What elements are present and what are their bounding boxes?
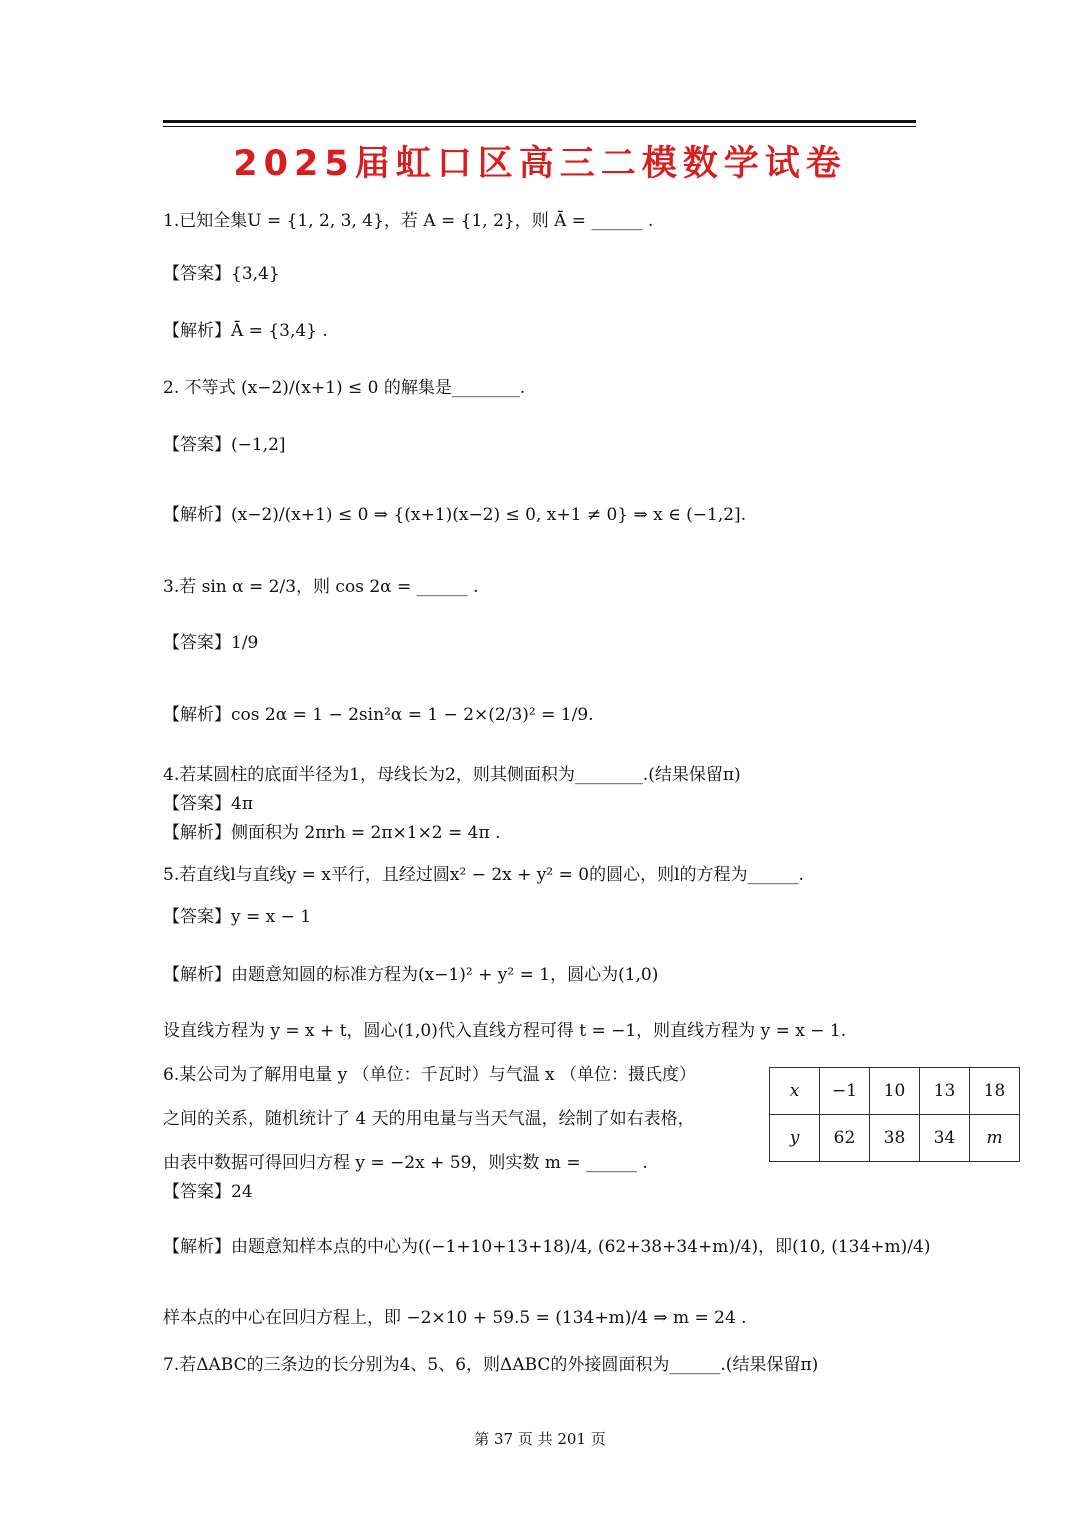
data-table bbox=[769, 1067, 1020, 1162]
answer-4 bbox=[163, 789, 253, 814]
analysis-label: 【解析】 bbox=[163, 505, 231, 525]
question-2 bbox=[163, 373, 525, 398]
answer-3-value: 1/9 bbox=[231, 633, 259, 653]
answer-1 bbox=[163, 259, 280, 284]
table-cell: y bbox=[770, 1115, 820, 1162]
analysis-3-text: cos 2α = 1 − 2sin²α = 1 − 2×(2/3)² = 1/9. bbox=[231, 705, 594, 725]
answer-label: 【答案】 bbox=[163, 794, 231, 814]
analysis-5 bbox=[163, 960, 658, 985]
question-1-text: 1.已知全集U = {1, 2, 3, 4}，若 A = {1, 2}，则 Ā = ______ . bbox=[163, 211, 654, 231]
table-cell: 10 bbox=[870, 1068, 920, 1115]
question-5 bbox=[163, 860, 804, 885]
analysis-1-text: Ā = {3,4} . bbox=[231, 321, 328, 341]
answer-6 bbox=[163, 1177, 253, 1202]
analysis-4-text: 侧面积为 2πrh = 2π×1×2 = 4π . bbox=[231, 823, 501, 843]
analysis-label: 【解析】 bbox=[163, 823, 231, 843]
answer-label: 【答案】 bbox=[163, 264, 231, 284]
question-3-text: 3.若 sin α = 2/3，则 cos 2α = ______ . bbox=[163, 577, 479, 597]
answer-1-value: {3,4} bbox=[231, 264, 280, 284]
answer-label: 【答案】 bbox=[163, 435, 231, 455]
question-5-text: 5.若直线l与直线y = x平行，且经过圆x² − 2x + y² = 0的圆心，则l的方程为______. bbox=[163, 865, 804, 885]
analysis-label: 【解析】 bbox=[163, 965, 231, 985]
analysis-1 bbox=[163, 316, 328, 341]
question-6-line1: 6.某公司为了解用电量 y （单位：千瓦时）与气温 x （单位：摄氏度） bbox=[163, 1065, 697, 1085]
answer-2 bbox=[163, 430, 286, 455]
question-7-text: 7.若ΔABC的三条边的长分别为4、5、6，则ΔABC的外接圆面积为______.(结果保留π) bbox=[163, 1355, 819, 1375]
question-6-line2: 之间的关系，随机统计了 4 天的用电量与当天气温，绘制了如右表格， bbox=[163, 1109, 695, 1129]
table-cell: m bbox=[970, 1115, 1020, 1162]
analysis-2-text: (x−2)/(x+1) ≤ 0 ⇒ {(x+1)(x−2) ≤ 0, x+1 ≠ 0} ⇒ x ∈ (−1,2]. bbox=[231, 505, 747, 525]
question-4 bbox=[163, 760, 741, 785]
answer-2-value: (−1,2] bbox=[231, 435, 286, 455]
header-rule-thin bbox=[163, 126, 916, 127]
analysis-6 bbox=[163, 1232, 930, 1257]
answer-3 bbox=[163, 628, 258, 653]
table-cell: 62 bbox=[820, 1115, 870, 1162]
answer-label: 【答案】 bbox=[163, 1182, 231, 1202]
document-title: 2025届虹口区高三二模数学试卷 bbox=[233, 144, 847, 184]
analysis-label: 【解析】 bbox=[163, 1237, 231, 1257]
answer-5 bbox=[163, 902, 311, 927]
table-cell: 34 bbox=[920, 1115, 970, 1162]
question-3 bbox=[163, 572, 478, 597]
table-cell: 13 bbox=[920, 1068, 970, 1115]
answer-4-value: 4π bbox=[231, 794, 253, 814]
table-cell: 18 bbox=[970, 1068, 1020, 1115]
answer-5-value: y = x − 1 bbox=[231, 907, 312, 927]
analysis-4 bbox=[163, 818, 500, 843]
table-row bbox=[770, 1068, 1020, 1115]
page-footer: 第 37 页 共 201 页 bbox=[474, 1430, 606, 1448]
analysis-label: 【解析】 bbox=[163, 321, 231, 341]
analysis-2 bbox=[163, 500, 746, 525]
table-row bbox=[770, 1115, 1020, 1162]
analysis-6-continued bbox=[163, 1303, 747, 1328]
analysis-label: 【解析】 bbox=[163, 705, 231, 725]
header-rule-thick bbox=[163, 120, 916, 123]
analysis-3 bbox=[163, 700, 594, 725]
question-6-line3: 由表中数据可得回归方程 y = −2x + 59，则实数 m = ______ . bbox=[163, 1153, 648, 1173]
answer-label: 【答案】 bbox=[163, 633, 231, 653]
question-1 bbox=[163, 206, 653, 231]
answer-label: 【答案】 bbox=[163, 907, 231, 927]
question-7 bbox=[163, 1350, 818, 1375]
question-2-text: 2. 不等式 (x−2)/(x+1) ≤ 0 的解集是________. bbox=[163, 378, 526, 398]
analysis-5-continued bbox=[163, 1016, 846, 1041]
table-cell: x bbox=[770, 1068, 820, 1115]
question-4-text: 4.若某圆柱的底面半径为1，母线长为2，则其侧面积为________.(结果保留π) bbox=[163, 765, 741, 785]
analysis-6-line2: 样本点的中心在回归方程上，即 −2×10 + 59.5 = (134+m)/4 ⇒ m = 24 . bbox=[163, 1308, 747, 1328]
answer-6-value: 24 bbox=[231, 1182, 253, 1202]
analysis-5-line1: 由题意知圆的标准方程为(x−1)² + y² = 1，圆心为(1,0) bbox=[231, 965, 659, 985]
table-cell: 38 bbox=[870, 1115, 920, 1162]
analysis-5-line2: 设直线方程为 y = x + t，圆心(1,0)代入直线方程可得 t = −1，则直线方程为 y = x − 1. bbox=[163, 1021, 847, 1041]
analysis-6-line1: 由题意知样本点的中心为((−1+10+13+18)/4, (62+38+34+m)/4)，即(10, (134+m)/4) bbox=[231, 1237, 931, 1257]
table-cell: −1 bbox=[820, 1068, 870, 1115]
